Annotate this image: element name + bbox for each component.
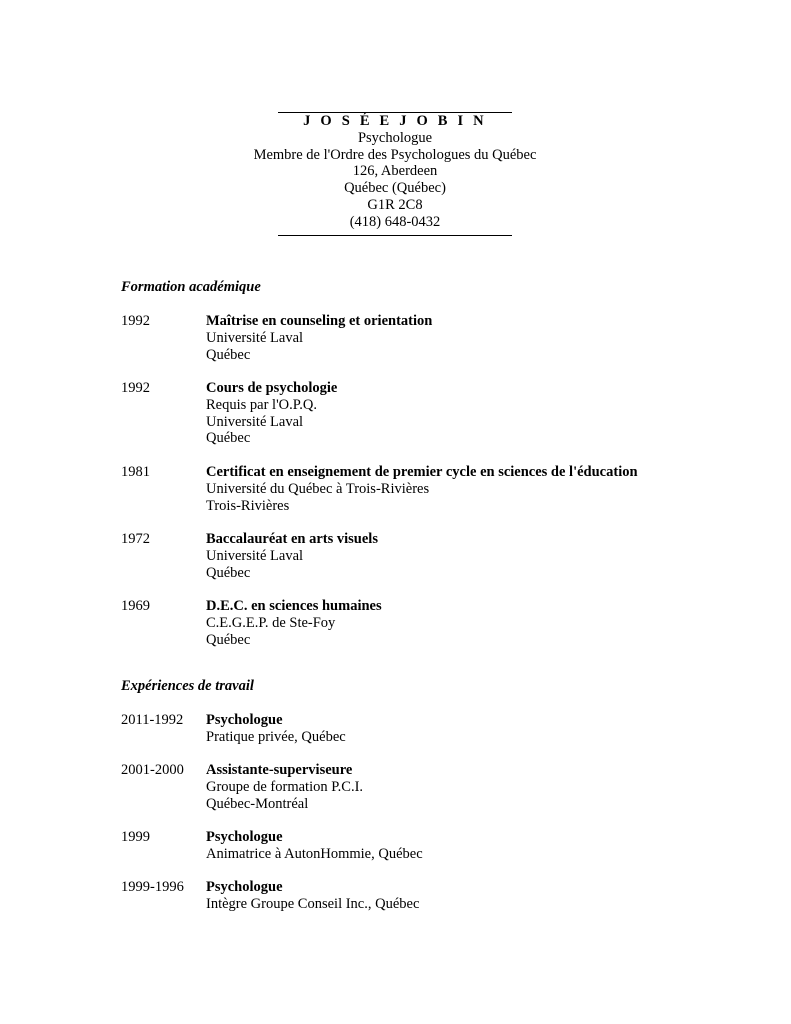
entry-title: Psychologue	[206, 829, 283, 845]
entry-line: Intègre Groupe Conseil Inc., Québec	[206, 895, 420, 912]
phone-number: (418) 648-0432	[349, 213, 441, 230]
entry-title: Cours de psychologie	[206, 380, 338, 396]
entry-year: 1999-1996	[121, 879, 184, 895]
entry-line: Animatrice à AutonHommie, Québec	[206, 845, 423, 862]
entry-line: Université Laval	[206, 547, 304, 564]
entry-body	[206, 313, 432, 363]
entry-line: Pratique privée, Québec	[206, 728, 346, 745]
entry-year: 1999	[121, 829, 150, 845]
entry-year: 1981	[121, 464, 150, 480]
entry-title: Maîtrise en counseling et orientation	[206, 313, 433, 329]
entry-body	[206, 762, 363, 812]
address-street: 126, Aberdeen	[352, 163, 438, 180]
entry-line: Université Laval	[206, 329, 304, 346]
formation-section-title: Formation académique	[121, 279, 261, 295]
entry-year: 1992	[121, 380, 150, 396]
profession: Psychologue	[357, 129, 433, 146]
person-name: J O S É E J O B I N	[303, 113, 487, 129]
entry-body	[206, 879, 419, 913]
entry-body	[206, 464, 638, 514]
entry-body	[206, 380, 337, 447]
entry-line: Université Laval	[206, 413, 304, 430]
contact-header	[253, 112, 537, 236]
entry-line: C.E.G.E.P. de Ste-Foy	[206, 614, 336, 631]
entry-line: Québec-Montréal	[206, 795, 309, 812]
entry-line: Québec	[206, 564, 251, 581]
entry-title: Psychologue	[206, 712, 283, 728]
entry-year: 2001-2000	[121, 762, 184, 778]
entry-line: Groupe de formation P.C.I.	[206, 778, 364, 795]
entry-title: Baccalauréat en arts visuels	[206, 531, 378, 547]
entry-body	[206, 712, 346, 746]
entry-body	[206, 598, 382, 648]
entry-line: Québec	[206, 631, 251, 648]
membership: Membre de l'Ordre des Psychologues du Québec	[253, 146, 537, 163]
entry-year: 1972	[121, 531, 150, 547]
entry-body	[206, 531, 378, 581]
entry-title: D.E.C. en sciences humaines	[206, 598, 382, 614]
address-city: Québec (Québec)	[344, 180, 446, 197]
entry-line: Québec	[206, 346, 251, 363]
entry-line: Requis par l'O.P.Q.	[206, 396, 317, 413]
entry-title: Psychologue	[206, 879, 283, 895]
entry-title: Assistante-superviseure	[206, 762, 353, 778]
entry-year: 1992	[121, 313, 150, 329]
entry-line: Université du Québec à Trois-Rivières	[206, 480, 430, 497]
postal-code: G1R 2C8	[367, 196, 423, 213]
entry-body	[206, 829, 423, 863]
header-bottom-rule	[278, 235, 512, 236]
experiences-section-title: Expériences de travail	[121, 678, 254, 694]
entry-year: 1969	[121, 598, 150, 614]
entry-line: Québec	[206, 430, 251, 447]
entry-title: Certificat en enseignement de premier cycle en sciences de l'éducation	[206, 464, 638, 480]
entry-year: 2011-1992	[121, 712, 184, 728]
entry-line: Trois-Rivières	[206, 497, 290, 514]
